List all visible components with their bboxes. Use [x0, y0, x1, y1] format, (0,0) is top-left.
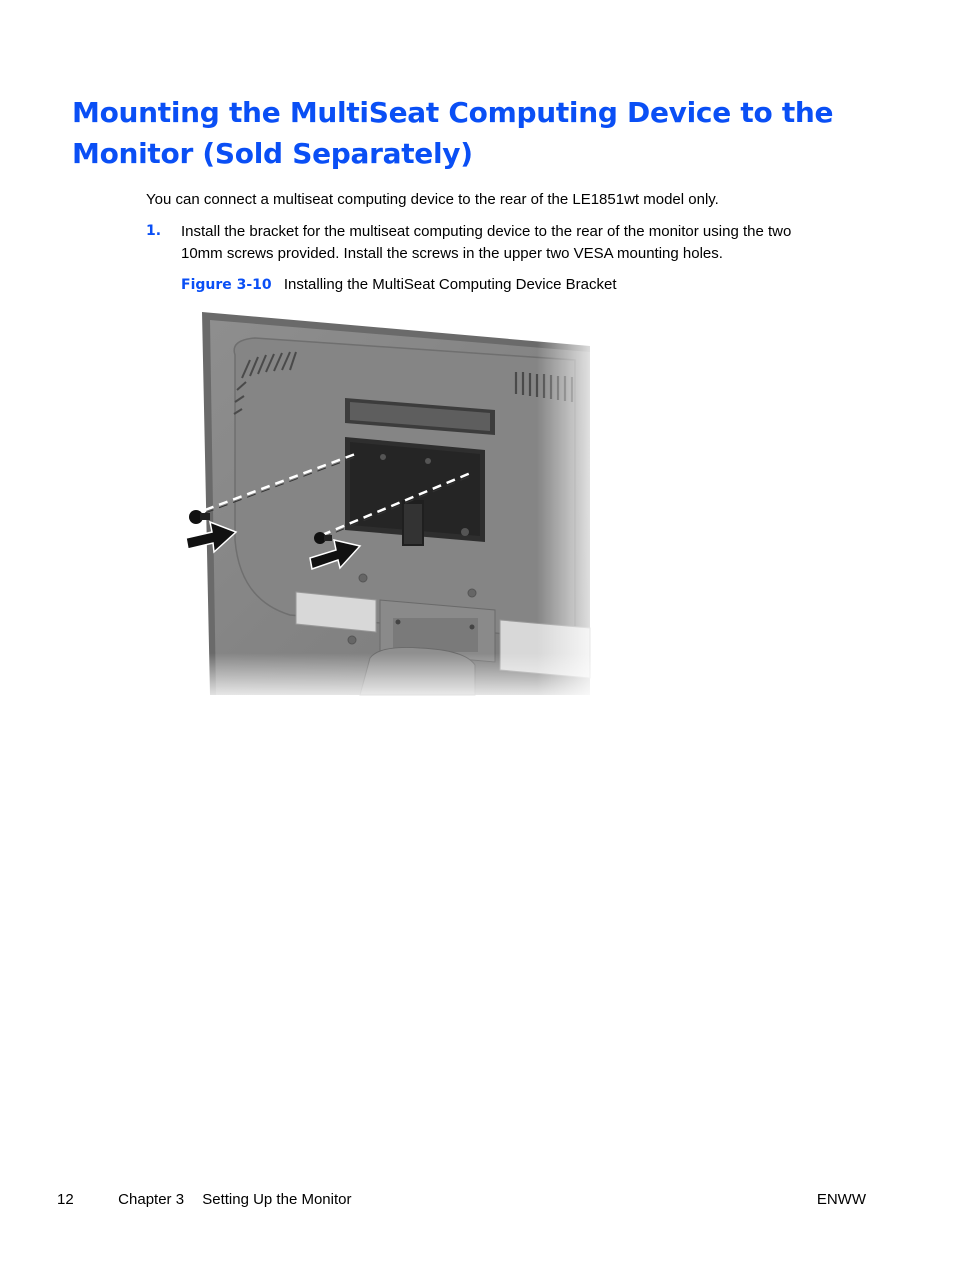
chapter-number: Chapter 3	[118, 1191, 185, 1208]
figure-caption-text: Installing the MultiSeat Computing Device Bracket	[283, 276, 617, 293]
step-text: Install the bracket for the multiseat computing device to the rear of the monitor using the two 10mm screws provided. Install the screws in the upper two VESA mounting holes.	[181, 223, 792, 262]
page-heading-line-1: Mounting the MultiSeat Computing Device to the	[72, 96, 834, 129]
footer-left	[57, 1189, 351, 1210]
figure-caption	[181, 274, 617, 296]
document-code: ENWW	[816, 1191, 866, 1208]
page-heading-line-2: Monitor (Sold Separately)	[72, 137, 473, 170]
step-number: 1.	[146, 223, 162, 239]
page-number: 12	[57, 1191, 74, 1208]
chapter-title: Setting Up the Monitor	[202, 1191, 352, 1208]
monitor-bracket-illustration	[180, 310, 600, 700]
page-heading	[72, 92, 872, 174]
intro-paragraph: You can connect a multiseat computing device to the rear of the LE1851wt model only.	[146, 191, 719, 208]
figure-label: Figure 3-10	[181, 277, 272, 293]
